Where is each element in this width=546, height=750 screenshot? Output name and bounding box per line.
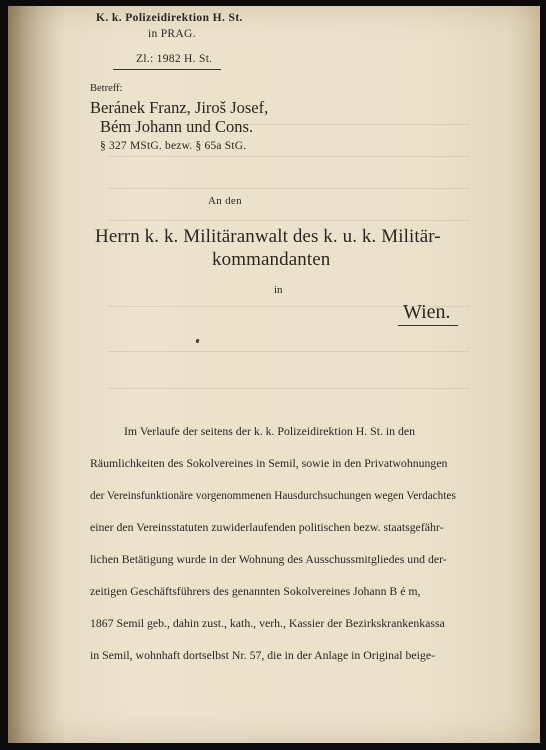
body-line-7: 1867 Semil geb., dahin zust., kath., verh., Kassier der Bezirkskrankenkassa xyxy=(90,616,445,630)
show-through-line xyxy=(108,188,470,189)
office-name: K. k. Polizeidirektion H. St. xyxy=(96,12,243,24)
subject-names-line2: Bém Johann und Cons. xyxy=(100,117,254,136)
subject-statute: § 327 MStG. bezw. § 65a StG. xyxy=(100,140,247,152)
show-through-line xyxy=(108,388,470,389)
reference-number: Zl.: 1982 H. St. xyxy=(136,53,213,65)
addressee-city: Wien. xyxy=(403,301,451,323)
body-line-1: Im Verlaufe der seitens der k. k. Polizeidirektion H. St. in den xyxy=(124,424,416,438)
ink-speck xyxy=(195,339,199,344)
subject-label: Betreff: xyxy=(90,83,123,94)
subject-names-line1: Beránek Franz, Jiroš Josef, xyxy=(90,98,269,117)
addressee-title-line1: Herrn k. k. Militäranwalt des k. u. k. Militär- xyxy=(95,226,441,247)
reference-underline xyxy=(113,69,221,70)
page-binding-shadow xyxy=(8,6,66,743)
body-line-8: in Semil, wohnhaft dortselbst Nr. 57, die in der Anlage in Original beige- xyxy=(90,648,435,662)
body-line-5: lichen Betätigung wurde in der Wohnung des Ausschussmitgliedes und der- xyxy=(90,552,447,566)
addressee-in: in xyxy=(274,284,283,296)
body-line-2: Räumlichkeiten des Sokolvereines in Semil, sowie in den Privatwohnungen xyxy=(90,456,448,470)
addressee-title-line2: kommandanten xyxy=(212,249,331,270)
body-line-3: der Vereinsfunktionäre vorgenommenen Hausdurchsuchungen wegen Verdachtes xyxy=(90,488,456,502)
addressee-to: An den xyxy=(208,195,242,207)
show-through-line xyxy=(108,156,470,157)
show-through-line xyxy=(108,351,470,352)
body-line-6: zeitigen Geschäftsführers des genannten Sokolvereines Johann B é m, xyxy=(90,584,421,598)
body-line-4: einer den Vereinsstatuten zuwiderlaufenden politischen bezw. staatsgefähr- xyxy=(90,520,444,534)
show-through-line xyxy=(108,220,470,221)
office-city: in PRAG. xyxy=(148,28,196,40)
document-page xyxy=(8,6,540,743)
city-underline xyxy=(398,325,458,326)
